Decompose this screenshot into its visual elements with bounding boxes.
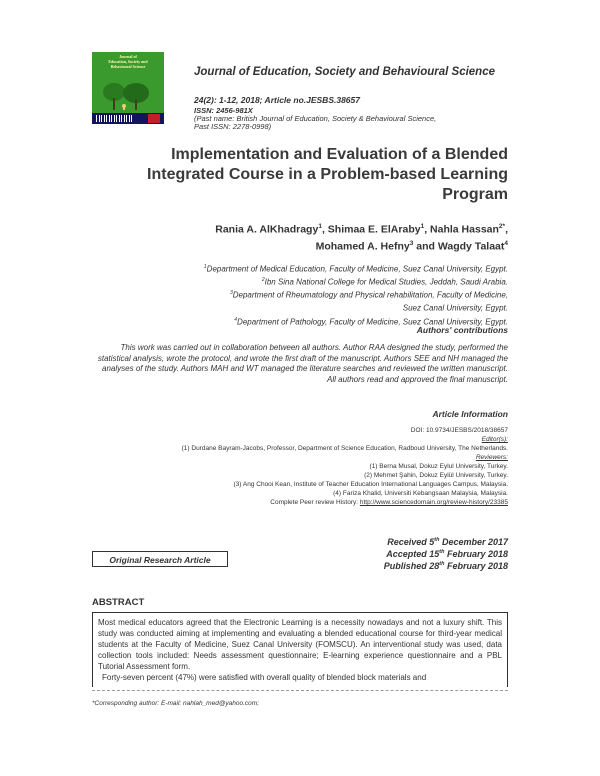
affiliation-number: 1 (203, 264, 207, 270)
author-separator: , (321, 223, 328, 236)
peer-review-history (68, 499, 508, 508)
accepted-date-text: February 2018 (444, 549, 508, 559)
accepted-date-text: Accepted 15 (386, 549, 440, 559)
author-separator: , (424, 223, 431, 236)
cover-title-line: Behavioural Science (110, 64, 146, 69)
article-info-heading: Article Information (432, 409, 508, 419)
corresponding-author-footnote: *Corresponding author: E-mail: nahlah_med@yahoo.com; (92, 700, 260, 707)
author-name: Wagdy Talaat (437, 240, 505, 252)
author-affil-mark: 1 (420, 223, 425, 230)
author-list (88, 220, 508, 253)
author-line (88, 220, 508, 237)
accepted-date-suffix: th (439, 549, 445, 555)
received-date-suffix: th (434, 537, 440, 543)
received-date-text: December 2017 (439, 537, 508, 547)
published-date-text: Published 28 (383, 561, 440, 571)
affiliations (88, 262, 508, 328)
affiliation-line (88, 275, 508, 288)
published-date-suffix: th (439, 561, 445, 567)
article-type-badge: Original Research Article (92, 551, 228, 567)
abstract-paragraph: Most medical educators agreed that the Electronic Learning is a necessity nowadays and not a luxury shift. This study was conducted aiming at implementing and evaluating a blended educational course for third-year medical students at the Faculty of Medicine, Suez Canal University (FOMSCU). An interventional study was used, data collection tools included: Needs assessment questionnaire; E-learning experience questionnaire and a PBL Tutorial Assessment form. (98, 618, 502, 671)
contributions-text: This work was carried out in collaboration between all authors. Author RAA designed the study, performed the statistical analysis, wrote the protocol, and wrote the first draft of the manuscript. Authors SEE and NH managed the analyses of the study. Authors MAH and WT managed the literature searches and reviewed the written manuscript. All authors read and approved the final manuscript. (97, 343, 508, 384)
received-date-text: Received 5 (387, 537, 435, 547)
footnote-divider (92, 690, 508, 691)
volume-line: 24(2): 1-12, 2018; Article no.JESBS.38657 (194, 95, 360, 105)
author-name: Shimaa E. ElAraby (327, 223, 421, 236)
doi: DOI: 10.9734/JESBS/2018/38657 (410, 427, 508, 434)
affiliation-text: Department of Rheumatology and Physical rehabilitation, Faculty of Medicine, (232, 290, 508, 300)
paper-title-line: Program (442, 186, 508, 203)
author-separator: , (505, 223, 508, 236)
affiliation-text: Ibn Sina National College for Medical Studies, Jeddah, Saudi Arabia. (264, 277, 508, 287)
received-date (387, 537, 508, 547)
accepted-date (386, 549, 508, 559)
reviewer: (2) Mehmet Şahin, Dokuz Eylül University, Turkey. (364, 472, 508, 479)
publisher-logo-icon (148, 114, 160, 123)
affiliation-number: 2 (261, 277, 265, 284)
paper-title-line: Implementation and Evaluation of a Blended (171, 146, 508, 163)
past-issn: Past ISSN: 2278-0998) (194, 122, 272, 131)
abstract-paragraph: Forty-seven percent (47%) were satisfied with overall quality of blended block materials and (102, 673, 427, 682)
author-separator: and (413, 240, 438, 252)
affiliation-number: 4 (234, 316, 238, 323)
past-name: (Past name: British Journal of Education, Society & Behavioural Science, (194, 114, 437, 123)
paper-title (88, 145, 508, 205)
cover-bottom-bar (92, 113, 164, 124)
editor-label: Editor(s): (481, 436, 508, 443)
author-affil-mark: 2* (498, 223, 506, 230)
author-affil-mark: 1 (318, 223, 322, 230)
cover-title-line: Journal of (119, 54, 137, 59)
published-date (384, 561, 508, 571)
journal-name: Journal of Education, Society and Behavioural Science (194, 66, 495, 78)
contributions-heading: Authors' contributions (416, 325, 508, 335)
author-name: Mohamed A. Hefny (315, 240, 410, 252)
journal-cover-image (92, 52, 164, 124)
published-date-text: February 2018 (444, 561, 508, 571)
reviewer: (3) Ang Chooi Kean, Institute of Teacher Education International Languages Campus, Malaysia. (233, 481, 508, 488)
abstract-heading: ABSTRACT (92, 597, 145, 608)
peer-review-history-link[interactable]: http://www.sciencedomain.org/review-history/23385 (359, 499, 508, 506)
affiliation-text: Department of Medical Education, Faculty of Medicine, Suez Canal University, Egypt. (206, 264, 508, 274)
affiliation-line (88, 288, 508, 301)
author-affil-mark: 3 (409, 239, 414, 247)
reviewer: (1) Berna Musal, Dokuz Eylul University, Turkey. (369, 463, 508, 470)
barcode-icon (96, 115, 134, 122)
author-name: Rania A. AlKhadragy (215, 223, 319, 236)
reviewer: (4) Fariza Khalid, Universiti Kebangsaan Malaysia, Malaysia. (333, 490, 508, 497)
author-line (88, 237, 508, 254)
editor: (1) Durdane Bayram-Jacobs, Professor, Department of Science Education, Radboud University, The Netherlands. (181, 445, 508, 452)
author-name: Nahla Hassan (430, 223, 499, 236)
author-affil-mark: 4 (504, 239, 508, 247)
paper-title-line: Integrated Course in a Problem-based Learning (147, 166, 508, 183)
affiliation-text: Suez Canal University, Egypt. (402, 304, 508, 314)
affiliation-number: 3 (229, 290, 233, 297)
abstract-box (92, 612, 508, 687)
cover-title-line: Education, Society and (108, 59, 148, 64)
affiliation-line (88, 262, 508, 275)
peer-review-history-label: Complete Peer review History: (270, 499, 360, 506)
affiliation-line (88, 301, 508, 314)
issn: ISSN: 2456-981X (194, 106, 253, 115)
affiliation-text: Department of Pathology, Faculty of Medicine, Suez Canal University, Egypt. (237, 317, 508, 327)
cover-title (98, 54, 158, 69)
cover-tree-icon (98, 82, 158, 110)
reviewers-label: Reviewers: (475, 454, 508, 461)
